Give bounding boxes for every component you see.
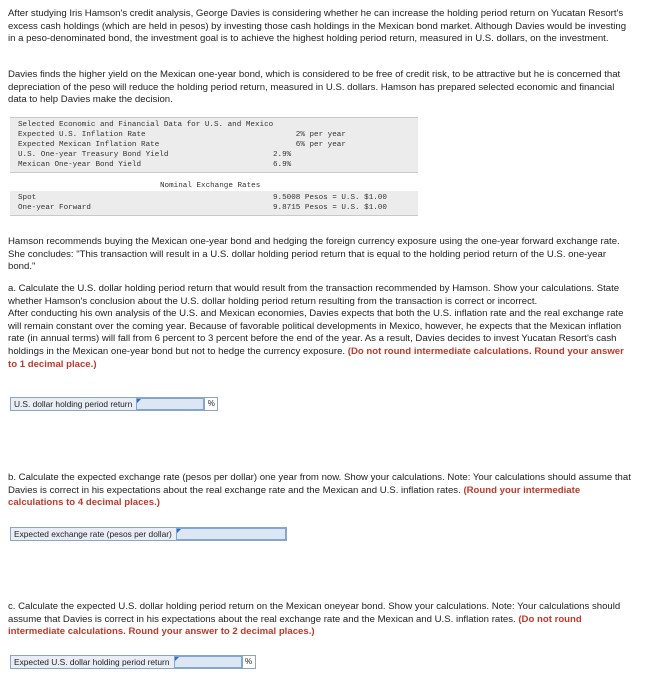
question-b-text: b. Calculate the expected exchange rate (pesos per dollar) one year from now. Show your calculations. Note: Your calculations should assume that Davies is correct in his expectations about the real exchange rate and the Mexican and U.S. inflation rates. [8, 472, 631, 496]
answer-label: Expected U.S. dollar holding period return [14, 657, 170, 667]
hamson-paragraph: Hamson recommends buying the Mexican one-year bond and hedging the foreign currency exposure using the one-year forward exchange rate. She concludes: "This transaction will result in a U.S. dollar holding period return that is equal to the holding period return of the U.S. one-year bond." [8, 236, 620, 273]
question-c-instruction: (Do not round intermediate calculations. Round your answer to 2 decimal places.) [8, 613, 582, 638]
question-a [8, 283, 634, 371]
question-b-instruction: (Round your intermediate calculations to 4 decimal places.) [8, 484, 581, 509]
row-label: Expected U.S. Inflation Rate [18, 131, 146, 139]
percent-unit: % [242, 656, 255, 668]
intro-paragraph-1: After studying Iris Hamson's credit analysis, George Davies is considering whether he can increase the holding period return on Yucatan Resort's excess cash holdings (which are held in pesos) by investing those cash holdings in the Mexican bond market. Although Davies would be investing in a peso-denominated bond, the investment goal is to achieve the highest holding period return, measured in U.S. dollars, on the investment. [8, 8, 627, 45]
table-section-fx [10, 191, 418, 216]
row-label: One-year Forward [18, 204, 91, 212]
table-row [10, 160, 418, 170]
intro-paragraph-2: Davies finds the higher yield on the Mexican one-year bond, which is considered to be free of credit risk, to be attractive but he is concerned that depreciation of the peso will reduce the holding period return, measured in U.S. dollars. Hamson has prepared selected economic and financial data to help Davies make the decision. [8, 69, 621, 106]
question-c [8, 601, 634, 639]
table-row [10, 193, 418, 203]
table-section-economic [10, 117, 418, 173]
question-a-instruction: (Do not round intermediate calculations. Round your answer to 1 decimal place.) [8, 345, 624, 370]
row-value: 2.9% [273, 151, 292, 159]
question-a-text: a. Calculate the U.S. dollar holding period return that would result from the transaction recommended by Hamson. Show your calculations. State whether Hamson's conclusion about the U.S. dollar holding period return resulting from the transaction is correct or incorrect. [8, 283, 620, 307]
question-c-text: c. Calculate the expected U.S. dollar holding period return on the Mexican oneyear bond. Show your calculations. Note: Your calculations should assume that Davies is correct in his expectations about the real exchange rate and the Mexican and U.S. inflation rates. [8, 601, 621, 625]
expected-holding-return-input[interactable] [174, 656, 242, 668]
row-value: 9.5008 Pesos = U.S. $1.00 [273, 194, 387, 202]
table-row [10, 203, 418, 213]
row-value: 6% per year [273, 141, 346, 149]
row-label: Expected Mexican Inflation Rate [18, 141, 160, 149]
table-row [10, 150, 418, 160]
table-header-row [10, 120, 418, 130]
question-b [8, 472, 634, 510]
fx-header-row [10, 181, 418, 191]
table-row [10, 140, 418, 150]
economic-data-table [10, 117, 418, 216]
answer-label: U.S. dollar holding period return [14, 399, 133, 409]
table-row [10, 130, 418, 140]
answer-row-c [10, 655, 256, 669]
row-value: 6.9% [273, 161, 292, 169]
answer-row-a [10, 397, 218, 411]
fx-header: Nominal Exchange Rates [160, 182, 261, 190]
expected-exchange-rate-input[interactable] [176, 528, 286, 540]
row-value: 9.8715 Pesos = U.S. $1.00 [273, 204, 387, 212]
row-value: 2% per year [273, 131, 346, 139]
holding-period-return-input[interactable] [136, 398, 204, 410]
question-a-followup: After conducting his own analysis of the U.S. and Mexican economies, Davies expects that both the U.S. inflation rate and the real exchange rate will remain constant over the coming year. Because of favorable political developments in Mexico, however, he expects that the Mexican inflation rate (in annual terms) will fall from 6 percent to 3 percent before the end of the year. As a result, Davies decides to invest Yucatan Resort's cash holdings in the Mexican one-year bond but not to hedge the currency exposure. [8, 308, 624, 357]
table-header: Selected Economic and Financial Data for U.S. and Mexico [18, 121, 274, 129]
row-label: Mexican One-year Bond Yield [18, 161, 142, 169]
percent-unit: % [204, 398, 217, 410]
answer-row-b [10, 527, 287, 541]
answer-label: Expected exchange rate (pesos per dollar) [14, 529, 172, 539]
row-label: Spot [18, 194, 37, 202]
row-label: U.S. One-year Treasury Bond Yield [18, 151, 169, 159]
